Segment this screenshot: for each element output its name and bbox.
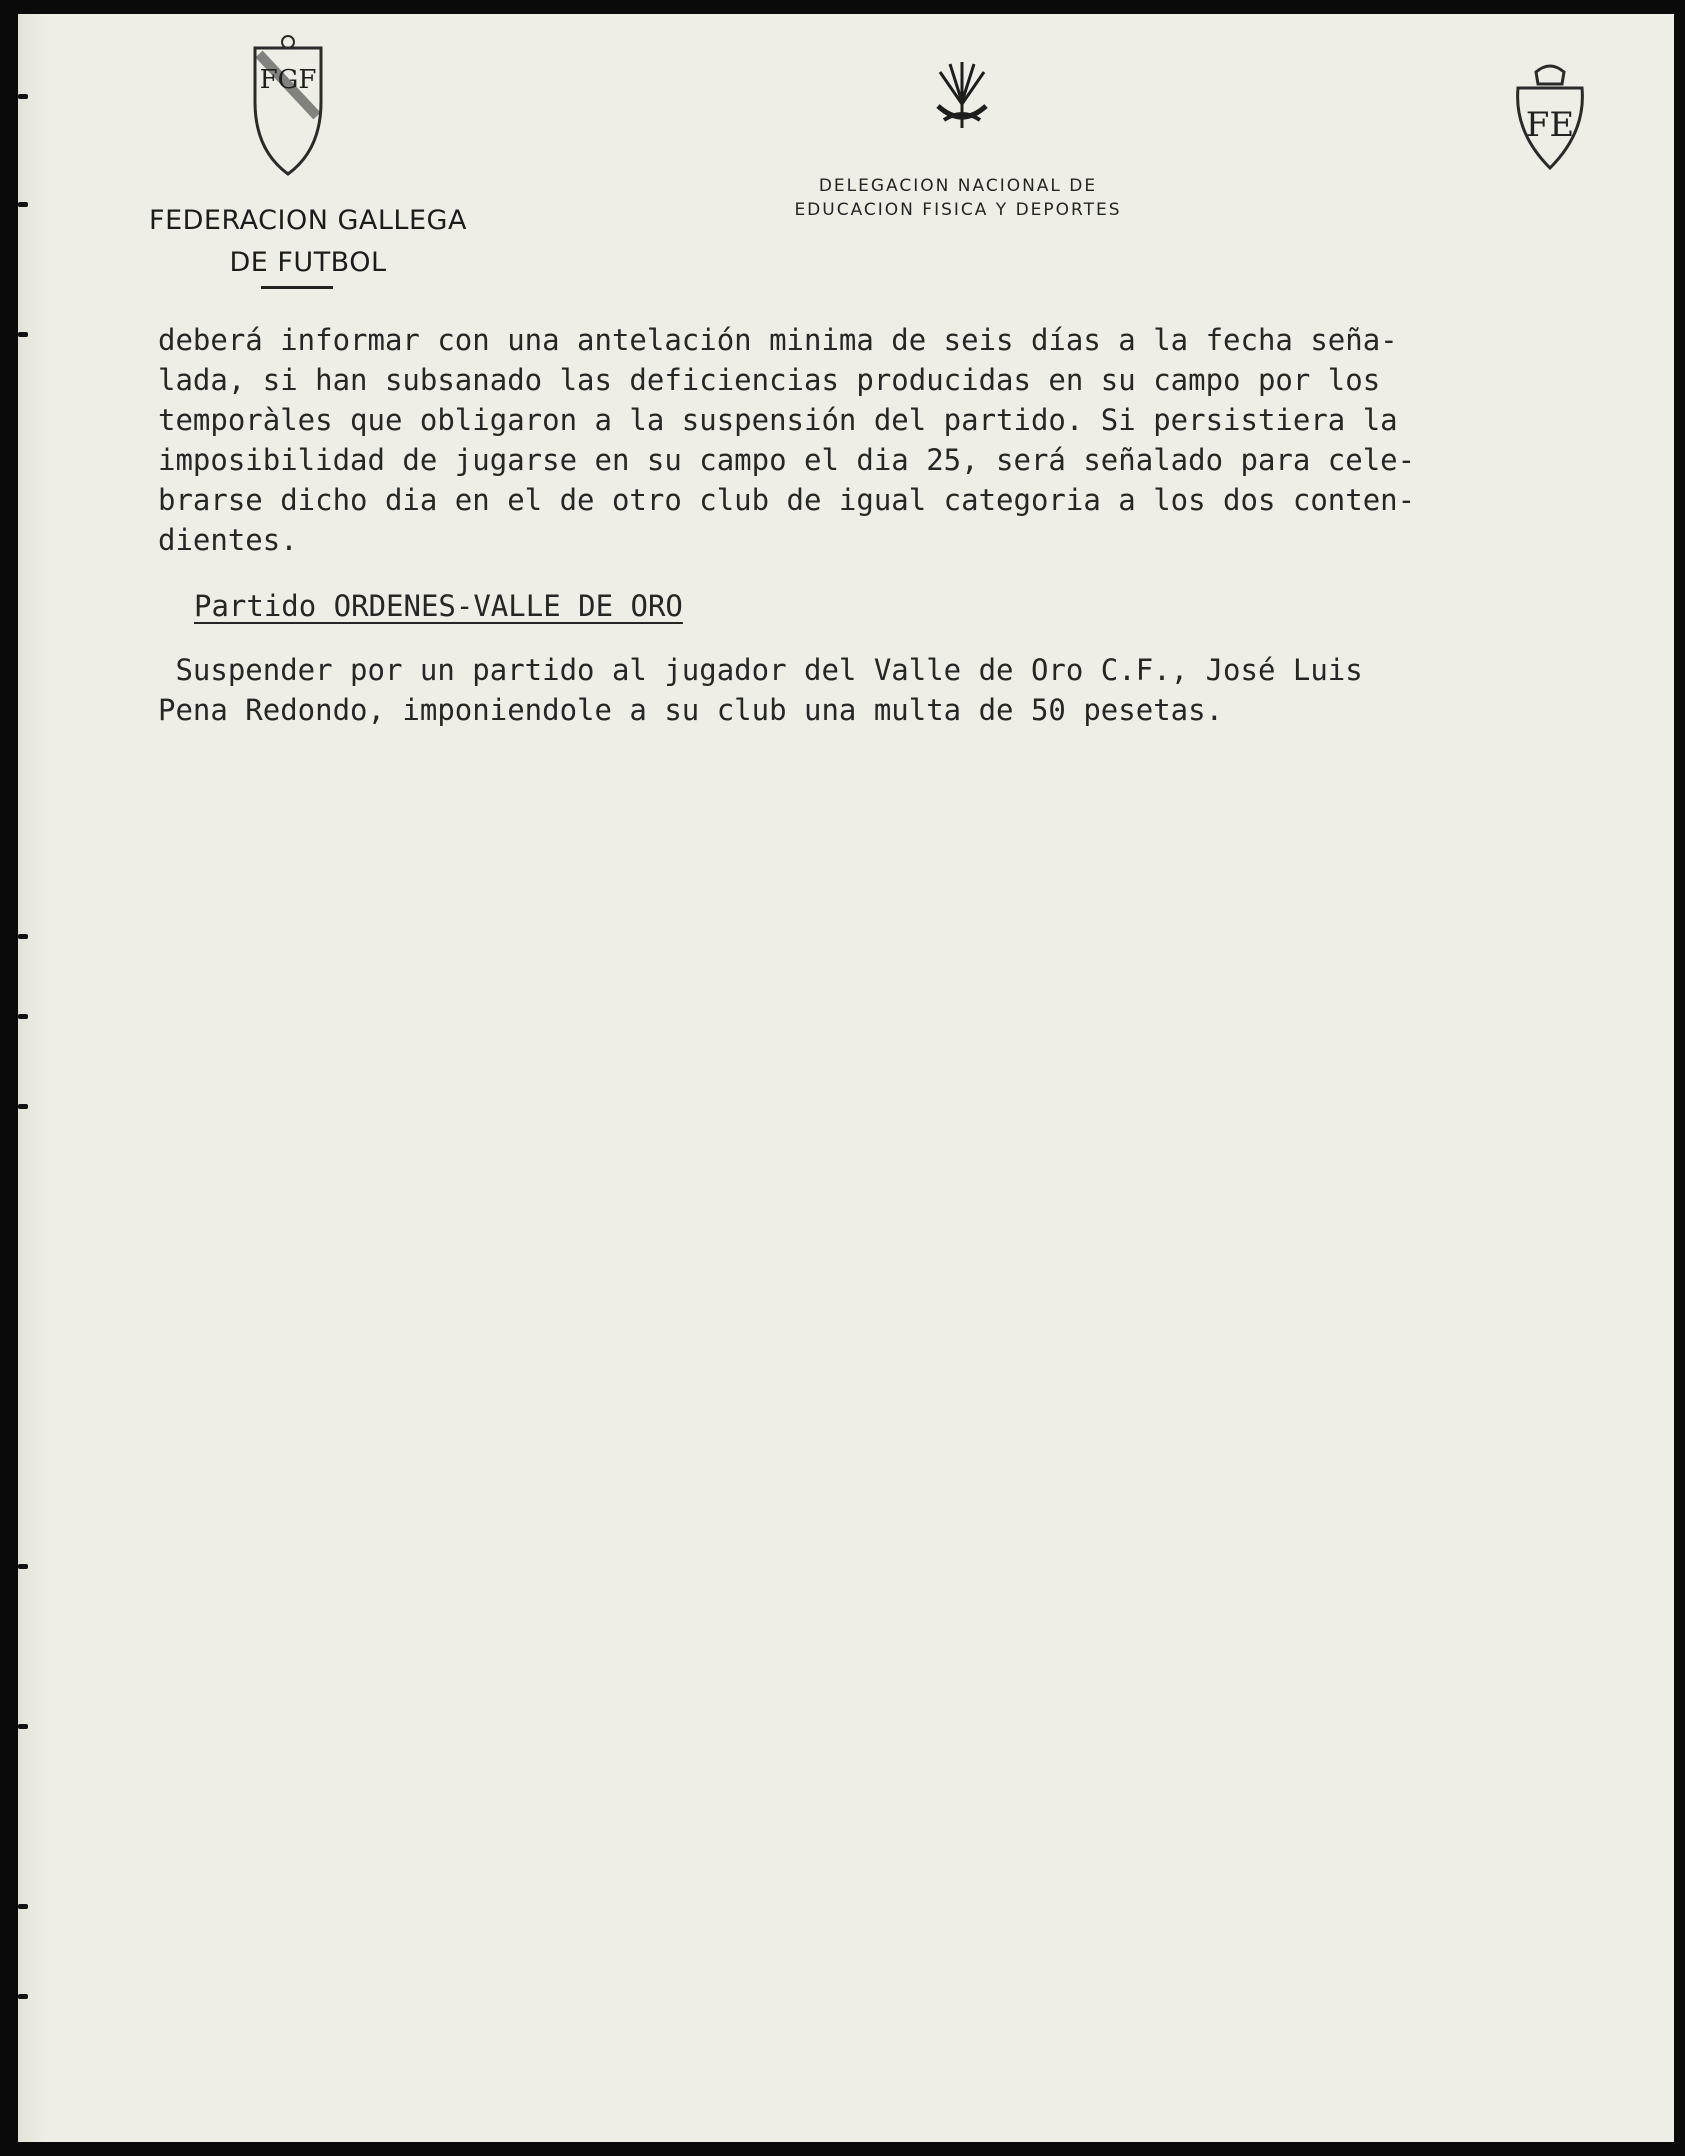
federacion-gallega-crest-icon (251, 32, 325, 178)
section-title: Partido ORDENES-VALLE DE ORO (194, 589, 683, 623)
binding-hole (18, 202, 28, 207)
federation-name-line2: DE FUTBOL (229, 247, 387, 278)
delegation-line2: EDUCACION FISICA Y DEPORTES (794, 200, 1122, 220)
svg-text:FGF: FGF (259, 65, 317, 95)
binding-hole (18, 1994, 28, 1999)
delegation-name (708, 174, 1208, 222)
delegation-line1: DELEGACION NACIONAL DE (818, 176, 1098, 196)
binding-hole (18, 332, 28, 337)
paragraph-2 (158, 650, 1363, 730)
binding-hole (18, 1564, 28, 1569)
paragraph-line: imposibilidad de jugarse en su campo el dia 25, será señalado para cele- (158, 443, 1416, 477)
binding-hole (18, 1904, 28, 1909)
federation-name-underline (261, 286, 333, 289)
paragraph-line: brarse dicho dia en el de otro club de igual categoria a los dos conten- (158, 483, 1416, 517)
paragraph-line: Pena Redondo, imponiendole a su club una multa de 50 pesetas. (158, 693, 1224, 727)
paragraph-line: deberá informar con una antelación minima de seis días a la fecha seña- (158, 323, 1398, 357)
binding-hole (18, 1104, 28, 1109)
crowned-federation-crest-icon (1512, 62, 1588, 188)
binding-hole (18, 1014, 28, 1019)
paragraph-line: lada, si han subsanado las deficiencias producidas en su campo por los (158, 363, 1381, 397)
paragraph-line: temporàles que obligaron a la suspensión del partido. Si persistiera la (158, 403, 1398, 437)
binding-hole (18, 934, 28, 939)
federation-name-line1: FEDERACION GALLEGA (149, 205, 467, 236)
paragraph-line: dientes. (158, 523, 298, 557)
binding-hole (18, 1724, 28, 1729)
paragraph-1 (158, 320, 1674, 560)
yoke-and-arrows-emblem-icon (930, 58, 994, 140)
document-page (18, 14, 1674, 2142)
federation-name (98, 200, 518, 284)
paragraph-line: Suspender por un partido al jugador del Valle de Oro C.F., José Luis (158, 653, 1363, 687)
svg-text:FE: FE (1525, 105, 1575, 145)
binding-hole (18, 94, 28, 99)
